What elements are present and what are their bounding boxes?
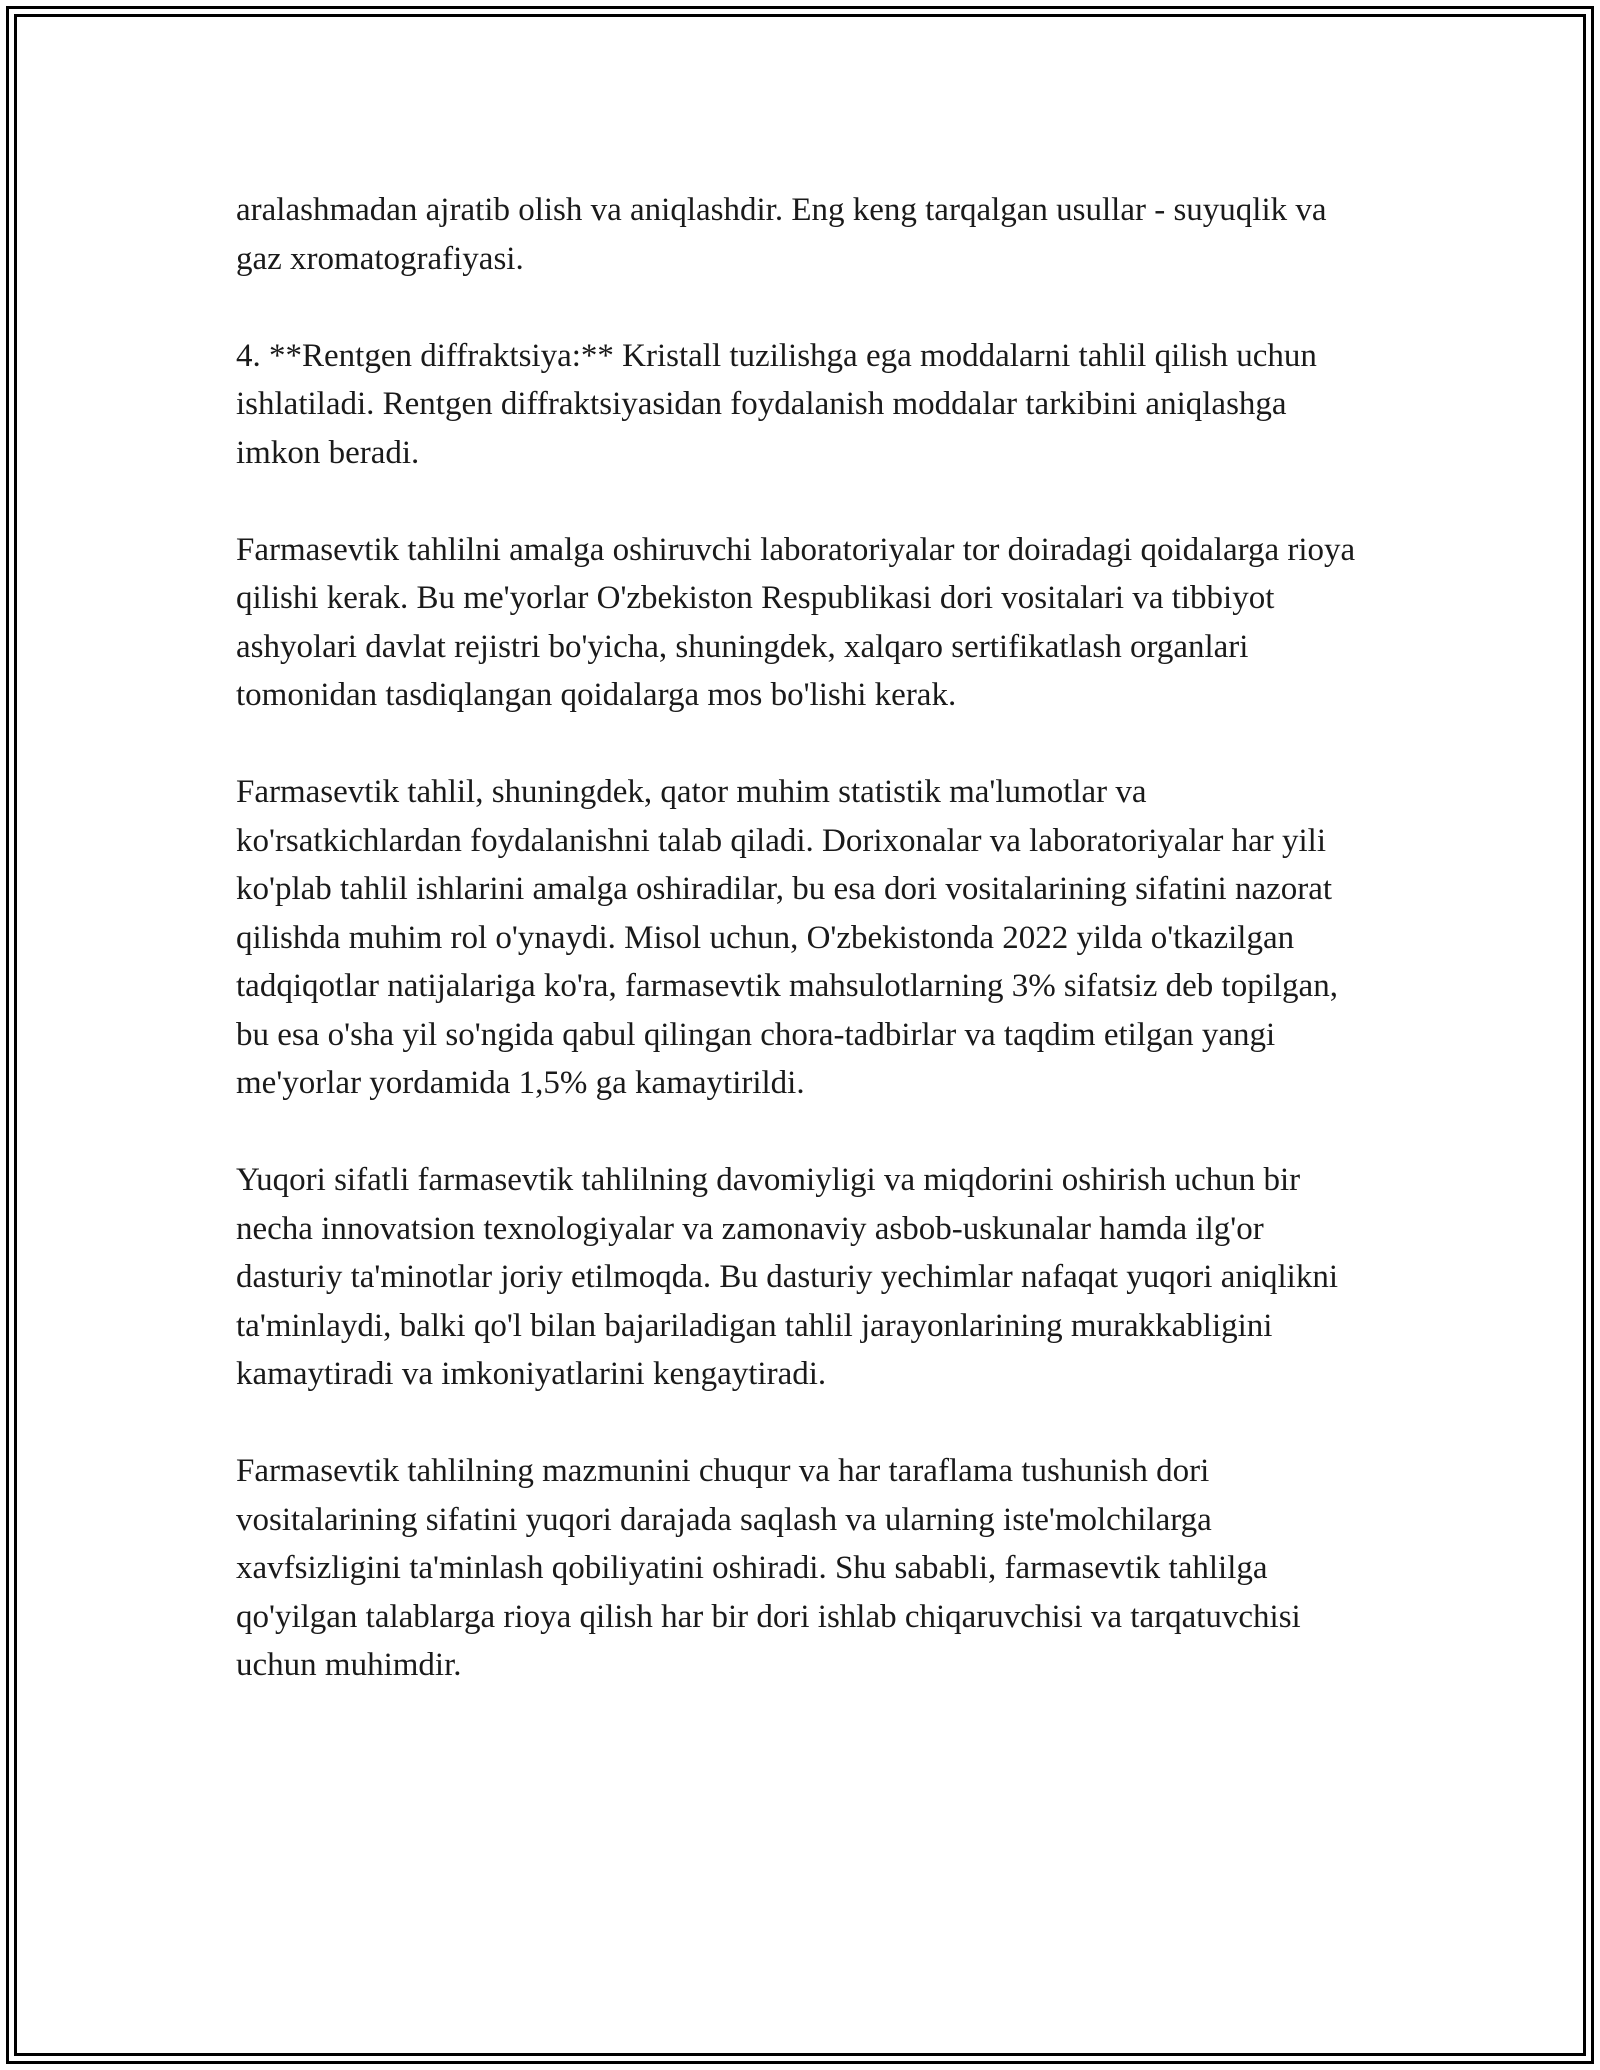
paragraph-xray-diffraction: 4. **Rentgen diffraktsiya:** Kristall tuzilishga ega moddalarni tahlil qilish uchun ishlatiladi. Rentgen diffraktsiyasidan foydalanish moddalar tarkibini aniqlashga imkon beradi. bbox=[236, 337, 1317, 471]
paragraph-innovation: Yuqori sifatli farmasevtik tahlilning davomiyligi va miqdorini oshirish uchun bir necha innovatsion texnologiyalar va zamonaviy asbob-uskunalar hamda ilg'or dasturiy ta'minotlar joriy etilmoqda. Bu dasturiy yechimlar nafaqat yuqori aniqlikni ta'minlaydi, balki qo'l bilan bajariladigan tahlil jarayonlarining murakkabligini kamaytiradi va imkoniyatlarini kengaytiradi. bbox=[236, 1162, 1339, 1392]
paragraph-statistics: Farmasevtik tahlil, shuningdek, qator muhim statistik ma'lumotlar va ko'rsatkichlardan foydalanishni talab qiladi. Dorixonalar va laboratoriyalar har yili ko'plab tahlil ishlarini amalga oshiradilar, bu esa dori vositalarining sifatini nazorat qilishda muhim rol o'ynaydi. Misol uchun, O'zbekistonda 2022 yilda o'tkazilgan tadqiqotlar natijalariga ko'ra, farmasevtik mahsulotlarning 3% sifatsiz deb topilgan, bu esa o'sha yil so'ngida qabul qilingan chora-tadbirlar va taqdim etilgan yangi me'yorlar yordamida 1,5% ga kamaytirildi. bbox=[236, 774, 1338, 1101]
document-body bbox=[236, 186, 1366, 1738]
paragraph-conclusion: Farmasevtik tahlilning mazmunini chuqur va har taraflama tushunish dori vositalarining sifatini yuqori darajada saqlash va ularning iste'molchilarga xavfsizligini ta'minlash qobiliyatini oshiradi. Shu sababli, farmasevtik tahlilga qo'yilgan talablarga rioya qilish har bir dori ishlab chiqaruvchisi va tarqatuvchisi uchun muhimdir. bbox=[236, 1453, 1301, 1683]
paragraph-chromatography-continuation: aralashmadan ajratib olish va aniqlashdir. Eng keng tarqalgan usullar - suyuqlik va gaz xromatografiyasi. bbox=[236, 192, 1327, 277]
paragraph-laboratory-regulations: Farmasevtik tahlilni amalga oshiruvchi laboratoriyalar tor doiradagi qoidalarga rioya qilishi kerak. Bu me'yorlar O'zbekiston Respublikasi dori vositalari va tibbiyot ashyolari davlat rejistri bo'yicha, shuningdek, xalqaro sertifikatlash organlari tomonidan tasdiqlangan qoidalarga mos bo'lishi kerak. bbox=[236, 531, 1356, 713]
